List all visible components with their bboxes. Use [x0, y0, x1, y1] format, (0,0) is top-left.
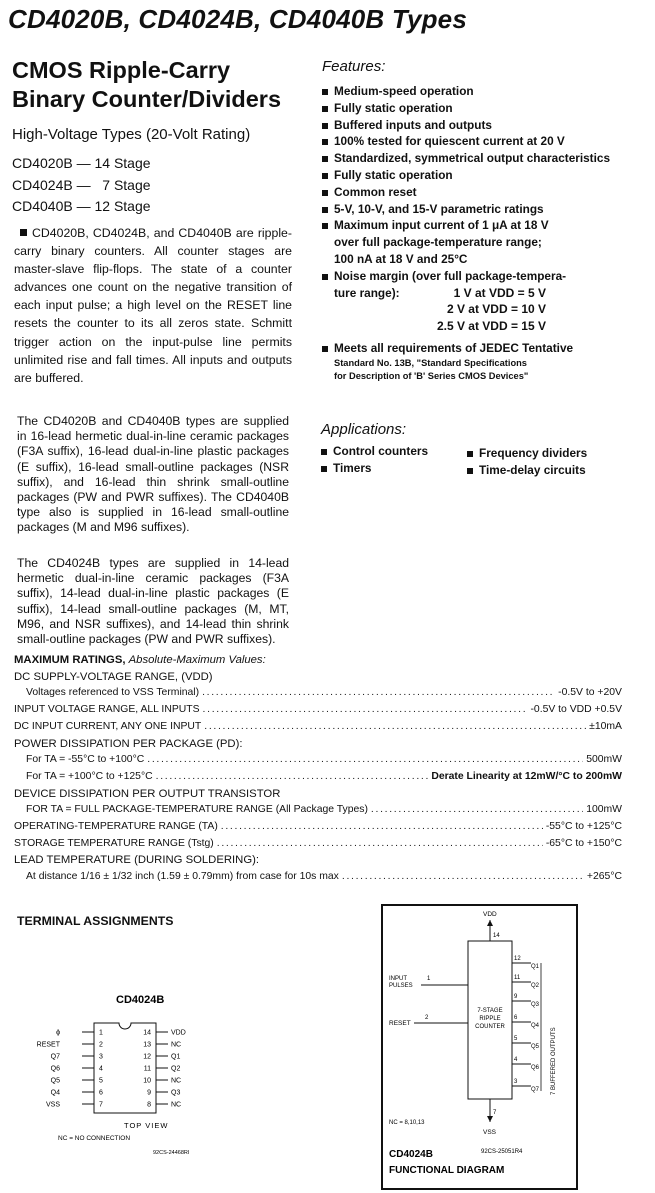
chip-name: CD4024B	[116, 994, 165, 1006]
applications-heading: Applications:	[321, 421, 407, 438]
pin-label-right: NC	[171, 1077, 182, 1085]
vss-arrow-icon	[487, 1116, 493, 1122]
output-pin: 3	[514, 1079, 518, 1085]
supply-heading: DC SUPPLY-VOLTAGE RANGE, (VDD)	[14, 670, 213, 683]
applications-right	[467, 445, 587, 479]
rating-row: INPUT VOLTAGE RANGE, ALL INPUTS . . . -0.5V to VDD +0.5V	[14, 702, 622, 719]
noise-margin-values	[429, 285, 546, 335]
stage-item: CD4040B — 12 Stage	[12, 198, 151, 214]
noise-value: 2 V at VDD = 10 V	[446, 302, 546, 317]
pin-label-left: Q5	[50, 1077, 60, 1085]
rating-row: STORAGE TEMPERATURE RANGE (Tstg) . . . -65°C to +150°C	[14, 836, 622, 853]
functional-caption-2: FUNCTIONAL DIAGRAM	[389, 1165, 505, 1176]
pin-number-right: 10	[143, 1077, 151, 1085]
noise-value: 2.5 V at VDD = 15 V	[436, 318, 546, 333]
pin-number-left: 5	[99, 1077, 103, 1085]
rating-row: At distance 1/16 ± 1/32 inch (1.59 ± 0.79mm) from case for 10s max . . . +265°C	[14, 869, 622, 886]
pin-number-right: 12	[143, 1053, 151, 1061]
package-paragraph-1: The CD4020B and CD4040B types are supplied in 16-lead hermetic dual-in-line ceramic packages (F3A suffix), 16-lead dual-in-line plastic packages (E suffix), 16-lead small-outline packages (NSR suffix), and 16-lead thin shrink small-outline packages (PW and PWR suffixes). The CD4040B type also is supplied in 16-lead small-outline packages (M and M96 suffixes).	[17, 414, 289, 535]
outputs-side-label: 7 BUFFERED OUTPUTS	[551, 1027, 557, 1095]
feature-item: Standardized, symmetrical output characteristics	[322, 150, 652, 167]
pin-number-right: 9	[147, 1089, 151, 1097]
description-text: CD4020B, CD4024B, and CD4040B are ripple-carry binary counters. All counter stages are master-slave flip-flops. The state of a counter advances one count on the negative transition of each input pulse; a high level on the RESET line resets the counter to its all zeros state. Schmitt trigger action on the input-pulse line permits unlimited rise and fall times. All inputs and outputs are buffered.	[14, 226, 292, 385]
input-label-2: PULSES	[389, 983, 413, 989]
pin-label-right: VDD	[171, 1029, 186, 1037]
product-heading	[12, 56, 281, 114]
pin-number-left: 1	[99, 1029, 103, 1037]
pin-label-left: VSS	[45, 1101, 60, 1109]
feature-jedec-cont: Standard No. 13B, "Standard Specifications	[334, 357, 527, 368]
product-heading-line2: Binary Counter/Dividers	[12, 86, 282, 112]
feature-max-input-cont: over full package-temperature range;	[334, 235, 542, 250]
output-pin: 12	[514, 956, 521, 962]
description-paragraph	[14, 224, 292, 387]
noise-margin-cont: ture range):	[334, 285, 400, 300]
feature-item: Fully static operation	[322, 167, 652, 184]
pin-label-right: Q3	[171, 1089, 181, 1097]
pinout-code: 92CS-24468RI	[153, 1150, 190, 1156]
noise-margin-block	[322, 285, 652, 335]
feature-jedec-cont: for Description of 'B' Series CMOS Devices"	[334, 370, 529, 381]
pin-number-right: 13	[143, 1041, 151, 1049]
application-item: Timers	[321, 460, 428, 477]
reset-label: RESET	[389, 1020, 411, 1027]
output-pin: 9	[514, 994, 518, 1000]
rating-row: For TA = +100°C to +125°C . . . Derate Linearity at 12mW/°C to 200mW	[14, 769, 622, 786]
output-label: Q4	[531, 1023, 540, 1029]
pin-label-left: Q6	[50, 1065, 60, 1073]
output-pin: 4	[514, 1057, 518, 1063]
product-heading-line1: CMOS Ripple-Carry	[12, 57, 231, 83]
feature-item: 5-V, 10-V, and 15-V parametric ratings	[322, 201, 652, 218]
output-label: Q3	[531, 1002, 540, 1008]
application-item: Frequency dividers	[467, 445, 587, 462]
pin-label-right: NC	[171, 1101, 182, 1109]
vdd-arrow-icon	[487, 920, 493, 926]
device-dissipation-heading: DEVICE DISSIPATION PER OUTPUT TRANSISTOR	[14, 787, 281, 800]
nc-label: NC = 8,10,13	[389, 1120, 425, 1126]
counter-label-2: RIPPLE	[479, 1016, 501, 1022]
rating-row: FOR TA = FULL PACKAGE-TEMPERATURE RANGE (All Package Types) . . . 100mW	[14, 802, 622, 819]
pin-number-left: 6	[99, 1089, 103, 1097]
top-view-label: TOP VIEW	[124, 1121, 169, 1130]
pin-number-left: 4	[99, 1065, 103, 1073]
pin-number-left: 7	[99, 1101, 103, 1109]
application-item: Control counters	[321, 443, 428, 460]
rating-row: For TA = -55°C to +100°C . . . 500mW	[14, 752, 622, 769]
feature-item: 100% tested for quiescent current at 20 V	[322, 133, 652, 150]
feature-jedec: Meets all requirements of JEDEC Tentative	[322, 340, 652, 357]
vss-pin: 7	[493, 1110, 497, 1116]
pin-label-right: NC	[171, 1041, 182, 1049]
output-pin: 5	[514, 1036, 518, 1042]
feature-max-input: Maximum input current of 1 μA at 18 V	[322, 217, 652, 234]
input-pin: 1	[427, 976, 431, 982]
ratings-heading: MAXIMUM RATINGS, Absolute-Maximum Values:	[14, 654, 266, 666]
vss-label: VSS	[483, 1129, 497, 1136]
maximum-ratings	[14, 652, 622, 886]
counter-label-3: COUNTER	[475, 1024, 505, 1030]
vdd-pin: 14	[493, 933, 500, 939]
pin-label-left: Q4	[50, 1089, 60, 1097]
lead-temp-heading: LEAD TEMPERATURE (DURING SOLDERING):	[14, 854, 260, 867]
pin-number-right: 14	[143, 1029, 151, 1037]
reset-pin: 2	[425, 1015, 429, 1021]
feature-item: Buffered inputs and outputs	[322, 117, 652, 134]
application-item: Time-delay circuits	[467, 462, 587, 479]
rating-row: OPERATING-TEMPERATURE RANGE (TA) . . . -55°C to +125°C	[14, 819, 622, 836]
output-label: Q6	[531, 1065, 540, 1071]
feature-max-input-cont: 100 nA at 18 V and 25°C	[334, 251, 468, 266]
applications-left	[321, 443, 428, 477]
functional-code: 92CS-25051R4	[481, 1149, 523, 1155]
pinout-diagram	[28, 988, 258, 1166]
feature-noise-margin: Noise margin (over full package-tempera-	[322, 268, 652, 285]
pin-label-right: Q1	[171, 1053, 181, 1061]
bullet-square-icon	[20, 229, 27, 236]
noise-value: 1 V at VDD = 5 V	[453, 285, 546, 300]
pin-label-right: Q2	[171, 1065, 181, 1073]
features-list	[322, 83, 652, 383]
counter-label-1: 7-STAGE	[477, 1008, 503, 1014]
output-label: Q2	[531, 983, 540, 989]
pin-label-left: ϕ	[56, 1029, 60, 1037]
feature-item: Fully static operation	[322, 100, 652, 117]
pd-heading: POWER DISSIPATION PER PACKAGE (PD):	[14, 737, 243, 750]
pin-number-right: 11	[143, 1065, 151, 1073]
pin-number-left: 3	[99, 1053, 103, 1061]
pin-label-left: RESET	[36, 1041, 60, 1049]
output-pin: 11	[514, 975, 521, 981]
output-label: Q7	[531, 1087, 540, 1093]
stage-item: CD4020B — 14 Stage	[12, 155, 151, 171]
package-paragraph-2: The CD4024B types are supplied in 14-lead hermetic dual-in-line ceramic packages (F3A suffix), 14-lead dual-in-line plastic packages (E suffix), 14-lead small-outline packages (M, MT, M96, and NSR suffixes), and 14-lead thin shrink small-outline packages (PW and PWR suffixes).	[17, 556, 289, 647]
pin-number-left: 2	[99, 1041, 103, 1049]
output-label: Q1	[531, 964, 540, 970]
vdd-label: VDD	[483, 911, 497, 918]
stage-item: CD4024B — 7 Stage	[12, 176, 151, 193]
rating-row: DC INPUT CURRENT, ANY ONE INPUT . . . ±10mA	[14, 719, 622, 736]
feature-item: Common reset	[322, 184, 652, 201]
feature-item: Medium-speed operation	[322, 83, 652, 100]
nc-note: NC = NO CONNECTION	[58, 1135, 131, 1142]
stage-list	[12, 153, 151, 218]
pin-number-right: 8	[147, 1101, 151, 1109]
page-title: CD4020B, CD4024B, CD4040B Types	[8, 4, 468, 34]
terminal-assignments-heading: TERMINAL ASSIGNMENTS	[17, 914, 174, 928]
features-heading: Features:	[322, 58, 386, 75]
output-label: Q5	[531, 1044, 540, 1050]
rating-row: Voltages referenced to VSS Terminal) . . . -0.5V to +20V	[14, 685, 622, 702]
voltage-rating-note: High-Voltage Types (20-Volt Rating)	[12, 126, 251, 143]
output-pin: 6	[514, 1015, 518, 1021]
functional-diagram	[383, 906, 574, 1186]
input-label-1: INPUT	[389, 976, 407, 982]
functional-caption-1: CD4024B	[389, 1149, 433, 1160]
pin-label-left: Q7	[50, 1053, 60, 1061]
ratings-heading-italic: Absolute-Maximum Values:	[128, 654, 266, 666]
